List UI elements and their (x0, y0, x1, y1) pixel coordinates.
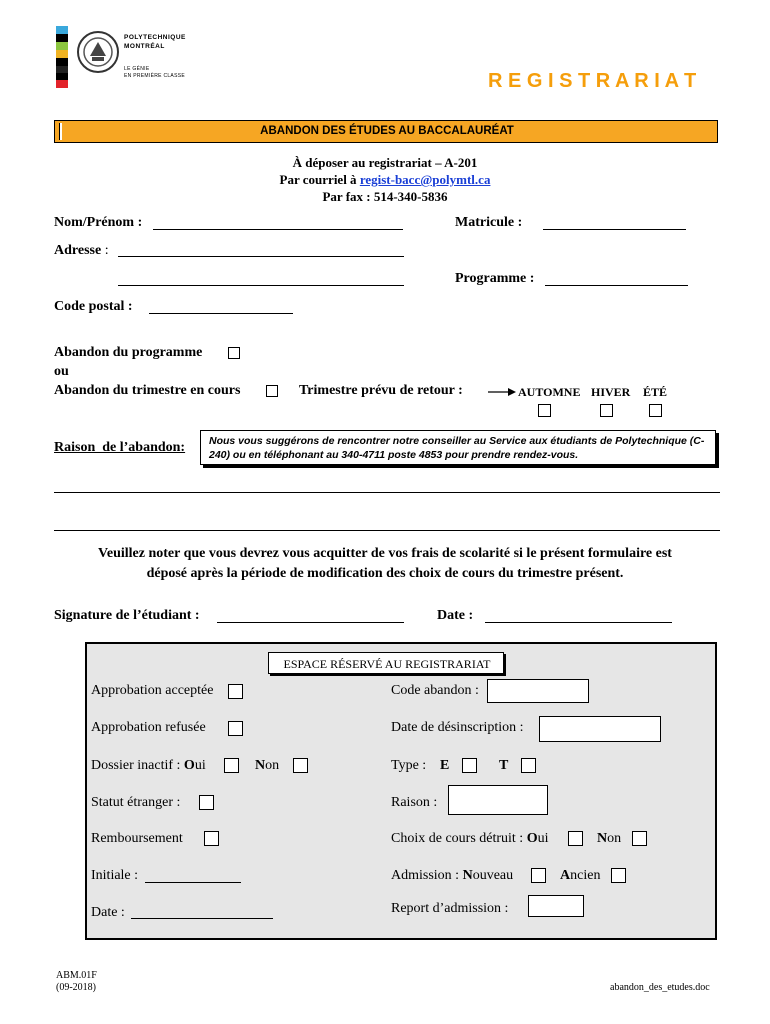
season-ete-checkbox[interactable] (649, 404, 662, 417)
logo (56, 26, 196, 90)
date-desinscription-label: Date de désinscription : (391, 720, 524, 735)
programme-label: Programme : (455, 271, 535, 286)
season-hiver-checkbox[interactable] (600, 404, 613, 417)
trimestre-retour-label: Trimestre prévu de retour : (299, 383, 463, 398)
reserved-title: ESPACE RÉSERVÉ AU REGISTRARIAT (283, 657, 491, 671)
season-automne-checkbox[interactable] (538, 404, 551, 417)
raison-note-box (200, 430, 716, 465)
statut-etranger-checkbox[interactable] (199, 795, 214, 810)
logo-line2: MONTRÉAL (124, 43, 165, 50)
logo-seal-icon (76, 30, 120, 74)
abandon-trimestre-label: Abandon du trimestre en cours (54, 383, 241, 398)
logo-color-bar (56, 26, 68, 88)
choix-cours-non-checkbox[interactable] (632, 831, 647, 846)
remboursement-label: Remboursement (91, 831, 183, 846)
choix-cours-non-label: Non (597, 831, 622, 846)
code-postal-label: Code postal : (54, 299, 133, 314)
choix-cours-label: Choix de cours détruit : Oui (391, 831, 549, 846)
nom-label: Nom/Prénom : (54, 215, 143, 230)
adresse-field-1[interactable] (118, 256, 404, 257)
footer-date: (09-2018) (56, 982, 96, 993)
code-postal-field[interactable] (149, 313, 293, 314)
type-t-label: T (499, 758, 509, 773)
approbation-acceptee-label: Approbation acceptée (91, 683, 214, 698)
code-abandon-label: Code abandon : (391, 683, 479, 698)
initiale-field[interactable] (145, 882, 241, 883)
arrow-right-icon (488, 385, 516, 397)
signature-label: Signature de l’étudiant : (54, 608, 200, 623)
season-automne-label: AUTOMNE (518, 385, 581, 399)
code-abandon-field[interactable] (487, 679, 589, 703)
date-desinscription-field[interactable] (539, 716, 661, 742)
contact-line3: Par fax : 514-340-5836 (322, 189, 448, 204)
notice-line1: Veuillez noter que vous devrez vous acquitter de vos frais de scolarité si le présent formulaire est (98, 546, 672, 561)
raison-reserved-label: Raison : (391, 795, 438, 810)
matricule-field[interactable] (543, 229, 686, 230)
matricule-label: Matricule : (455, 215, 523, 230)
raison-field-1[interactable] (54, 492, 720, 493)
reserved-date-field[interactable] (131, 918, 273, 919)
footer-filename: abandon_des_etudes.doc (610, 982, 710, 993)
ou-label: ou (54, 364, 69, 379)
type-e-label: E (440, 758, 450, 773)
dossier-inactif-non-label: Non (255, 758, 280, 773)
raison-label: Raison de l’abandon: (54, 440, 186, 455)
report-admission-field[interactable] (528, 895, 584, 917)
raison-note-text: Nous vous suggérons de rencontrer notre conseiller au Service aux étudiants de Polytechnique (C-240) ou en téléphonant au 340-4711 poste 4853 pour prendre rendez-vous. (209, 435, 705, 461)
title-banner (54, 120, 718, 143)
abandon-programme-checkbox[interactable] (228, 347, 240, 359)
reserved-date-label: Date : (91, 905, 125, 920)
contact-line2-prefix: Par courriel à (279, 172, 360, 187)
admission-ancien-checkbox[interactable] (611, 868, 626, 883)
dossier-inactif-non-checkbox[interactable] (293, 758, 308, 773)
approbation-acceptee-checkbox[interactable] (228, 684, 243, 699)
abandon-trimestre-checkbox[interactable] (266, 385, 278, 397)
admission-ancien-label: Ancien (560, 868, 601, 883)
statut-etranger-label: Statut étranger : (91, 795, 181, 810)
approbation-refusee-label: Approbation refusée (91, 720, 206, 735)
nom-field[interactable] (153, 229, 403, 230)
date-field[interactable] (485, 622, 672, 623)
registrariat-heading: R E G I S T R A R I A T (488, 70, 697, 92)
type-e-checkbox[interactable] (462, 758, 477, 773)
abandon-programme-label: Abandon du programme (54, 345, 203, 360)
logo-line1: POLYTECHNIQUE (124, 34, 186, 41)
contact-line2 (0, 172, 770, 188)
adresse-label: Adresse : (54, 243, 109, 258)
approbation-refusee-checkbox[interactable] (228, 721, 243, 736)
season-ete-label: ÉTÉ (643, 385, 668, 399)
raison-reserved-field[interactable] (448, 785, 548, 815)
dossier-inactif-label: Dossier inactif : Oui (91, 758, 206, 773)
type-label: Type : (391, 758, 427, 773)
date-label: Date : (437, 608, 474, 623)
raison-field-2[interactable] (54, 530, 720, 531)
initiale-label: Initiale : (91, 868, 139, 883)
admission-label: Admission : Nouveau (391, 868, 514, 883)
type-t-checkbox[interactable] (521, 758, 536, 773)
programme-field[interactable] (545, 285, 688, 286)
admission-nouveau-checkbox[interactable] (531, 868, 546, 883)
notice-line2: déposé après la période de modification des choix de cours du trimestre présent. (146, 566, 624, 581)
logo-line3: LE GÉNIE (124, 66, 150, 72)
contact-line1: À déposer au registrariat – A-201 (292, 155, 478, 170)
signature-field[interactable] (217, 622, 404, 623)
report-admission-label: Report d’admission : (391, 901, 509, 916)
reserved-title-box (268, 652, 504, 674)
choix-cours-oui-checkbox[interactable] (568, 831, 583, 846)
adresse-field-2[interactable] (118, 285, 404, 286)
remboursement-checkbox[interactable] (204, 831, 219, 846)
logo-line4: EN PREMIÈRE CLASSE (124, 73, 185, 79)
reserved-area (85, 642, 717, 940)
dossier-inactif-oui-checkbox[interactable] (224, 758, 239, 773)
email-link[interactable]: regist-bacc@polymtl.ca (359, 172, 491, 187)
footer-code: ABM.01F (56, 970, 97, 981)
season-hiver-label: HIVER (591, 385, 631, 399)
banner-title: ABANDON DES ÉTUDES AU BACCALAURÉAT (260, 125, 514, 137)
